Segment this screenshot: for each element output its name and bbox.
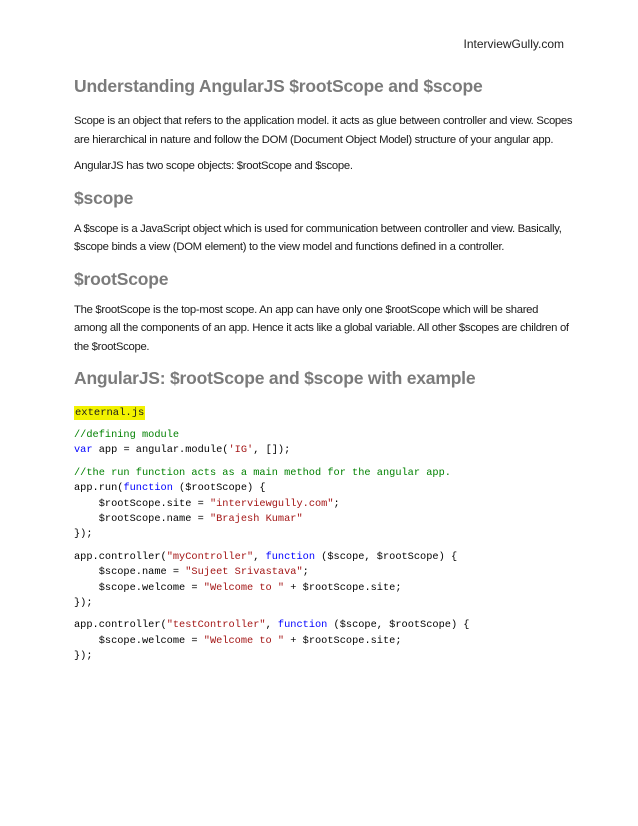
- code-text: ($scope, $rootScope) {: [327, 619, 470, 632]
- code-blank-line: [74, 459, 574, 466]
- code-text: $scope.welcome =: [74, 634, 204, 647]
- code-line: [74, 581, 574, 596]
- code-text: ;: [302, 566, 309, 579]
- code-string: "myController": [166, 550, 254, 563]
- code-string: 'IG': [228, 444, 254, 457]
- code-string: "testController": [166, 619, 266, 632]
- file-label: external.js: [75, 407, 145, 419]
- example-heading: AngularJS: $rootScope and $scope with example: [74, 368, 476, 388]
- code-line: [74, 466, 574, 481]
- code-line: [74, 481, 574, 496]
- code-text: ($rootScope) {: [172, 482, 266, 495]
- code-text: });: [74, 650, 93, 663]
- code-text: $rootScope.name =: [74, 513, 210, 526]
- code-keyword: var: [74, 444, 93, 457]
- code-text: $scope.name =: [74, 566, 186, 579]
- code-text: $rootScope.site =: [74, 497, 210, 510]
- code-text: ;: [333, 497, 340, 510]
- document-content: [74, 74, 574, 665]
- code-string: "Sujeet Srivastava": [185, 566, 303, 579]
- code-text: $scope.welcome =: [74, 581, 204, 594]
- code-text: + $rootScope.site;: [284, 634, 402, 647]
- code-text: });: [74, 597, 93, 610]
- code-line: [74, 527, 574, 542]
- code-line: [74, 443, 574, 458]
- code-text: app = angular.module(: [92, 444, 229, 457]
- code-keyword: function: [277, 619, 328, 632]
- code-text: , []);: [253, 444, 291, 457]
- code-comment: //defining module: [74, 429, 180, 441]
- code-string: "Welcome to ": [203, 634, 285, 647]
- scope-heading: $scope: [74, 187, 134, 208]
- code-text: ,: [253, 550, 266, 563]
- intro-paragraph-1: Scope is an object that refers to the application model. it acts as glue between controller and view. Scopes are hierarchical in nature and follow the DOM (Document Object Model) structure of your angular app.: [74, 115, 573, 146]
- intro-paragraph-2: AngularJS has two scope objects: $rootScope and $scope.: [74, 160, 353, 172]
- code-line: [74, 428, 574, 443]
- code-line: [74, 596, 574, 611]
- file-label-wrapper: [74, 400, 574, 428]
- code-text: });: [74, 528, 93, 541]
- code-blank-line: [74, 611, 574, 618]
- code-line: [74, 550, 574, 565]
- code-line: [74, 497, 574, 512]
- code-line: [74, 618, 574, 633]
- code-text: app.run(: [74, 482, 124, 495]
- code-blank-line: [74, 543, 574, 550]
- code-text: + $rootScope.site;: [284, 581, 402, 594]
- code-keyword: function: [123, 482, 173, 495]
- code-text: ($scope, $rootScope) {: [315, 550, 458, 563]
- code-line: [74, 565, 574, 580]
- code-string: "interviewgully.com": [209, 497, 334, 510]
- code-line: [74, 649, 574, 664]
- site-header: InterviewGully.com: [463, 37, 564, 51]
- code-block: [74, 428, 574, 665]
- code-text: app.controller(: [74, 619, 167, 632]
- rootscope-heading: $rootScope: [74, 268, 169, 289]
- code-text: app.controller(: [74, 550, 167, 563]
- code-keyword: function: [265, 550, 315, 563]
- rootscope-paragraph: The $rootScope is the top-most scope. An app can have only one $rootScope which will be shared among all the components of an app. Hence it acts like a global variable. All other $scopes are children of the $rootScope.: [74, 303, 569, 353]
- scope-paragraph: A $scope is a JavaScript object which is used for communication between controller and view. Basically, $scope binds a view (DOM element) to the view model and functions defined in a controller.: [74, 222, 562, 253]
- code-string: "Brajesh Kumar": [209, 513, 303, 526]
- page-title: Understanding AngularJS $rootScope and $scope: [74, 76, 483, 96]
- code-comment: //the run function acts as a main method for the angular app.: [74, 466, 451, 479]
- code-text: ,: [265, 619, 278, 632]
- code-line: [74, 512, 574, 527]
- code-line: [74, 634, 574, 649]
- code-string: "Welcome to ": [203, 581, 285, 594]
